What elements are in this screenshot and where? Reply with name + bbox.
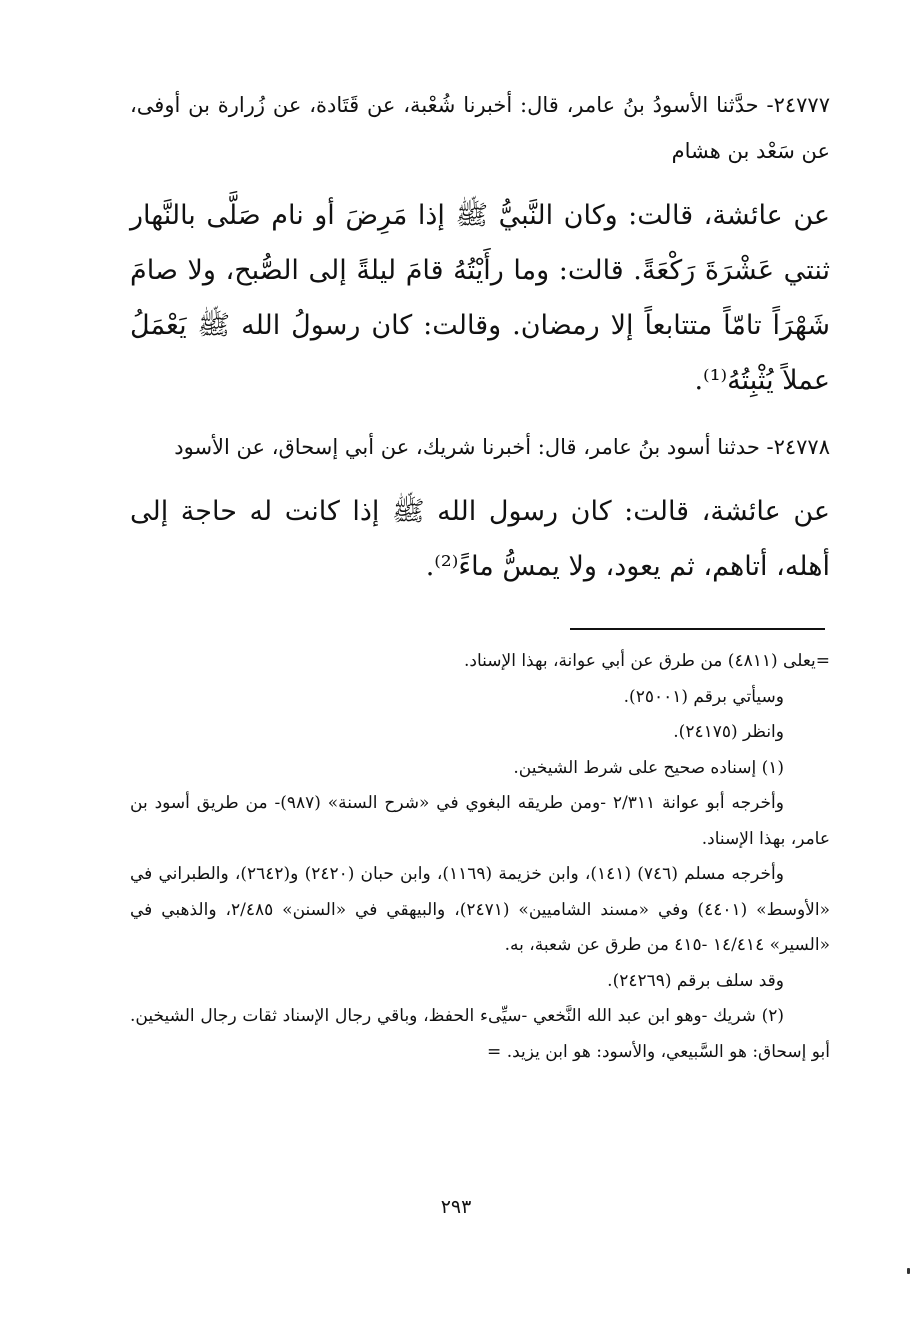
footnotes bbox=[130, 644, 830, 1070]
footnote-separator-wrap bbox=[130, 628, 830, 630]
hadith-24777-chain: ٢٤٧٧٧- حدَّثنا الأسودُ بنُ عامر، قال: أخبرنا شُعْبة، عن قَتَادة، عن زُرارة بن أوفى، عن سَعْد بن هشام bbox=[130, 93, 830, 163]
footnote-line: وانظر (٢٤١٧٥). bbox=[673, 722, 784, 742]
hadith-24777-text: عن عائشة، قالت: وكان النَّبيُّ ﷺ إذا مَرِضَ أو نام صَلَّى بالنَّهار ثنتي عَشْرَةَ رَكْعَةً. قالت: وما رأَيْتُهُ قامَ ليلةً إلى الصُّبح، ولا صامَ شَهْرَاً تامّاً متتابعاً إلا رمضان. وقالت: كان رسولُ الله ﷺ يَعْمَلُ عملاً يُثْبِتُهُ⁽¹⁾. bbox=[130, 200, 830, 396]
footnote-1: (١) إسناده صحيح على شرط الشيخين. bbox=[513, 757, 784, 778]
footnote-line: وسيأتي برقم (٢٥٠٠١). bbox=[623, 686, 784, 707]
footnote-line: وقد سلف برقم (٢٤٢٦٩). bbox=[607, 970, 784, 991]
footnote-2: (٢) شريك -وهو ابن عبد الله النَّخعي -سيِّىء الحفظ، وباقي رجال الإسناد ثقات رجال الشيخين. أبو إسحاق: هو السَّبيعي، والأسود: هو ابن يزيد. = bbox=[130, 1006, 830, 1062]
page-number: ٢٩٣ bbox=[440, 1196, 472, 1218]
footnote-separator bbox=[570, 628, 825, 630]
hadith-24778-chain: ٢٤٧٧٨- حدثنا أسود بنُ عامر، قال: أخبرنا شريك، عن أبي إسحاق، عن الأسود bbox=[174, 435, 830, 459]
footnote-line: وأخرجه أبو عوانة ٢/٣١١ -ومن طريقه البغوي في «شرح السنة» (٩٨٧)- من طريق أسود بن عامر، بهذا الإسناد. bbox=[130, 793, 830, 849]
footnote-line: =يعلى (٤٨١١) من طرق عن أبي عوانة، بهذا الإسناد. bbox=[463, 651, 830, 671]
footnote-line: وأخرجه مسلم (٧٤٦) (١٤١)، وابن خزيمة (١١٦٩)، وابن حبان (٢٤٢٠) و(٢٦٤٢)، والطبراني في «الأوسط» (٤٤٠١) وفي «مسند الشاميين» (٢٤٧١)، والبيهقي في «السنن» ٢/٤٨٥، والذهبي في «السير» ١٤/٤١٤ -٤١٥ من طرق عن شعبة، به. bbox=[130, 864, 830, 955]
scan-edge-mark bbox=[907, 1268, 910, 1274]
hadith-24778-text: عن عائشة، قالت: كان رسول الله ﷺ إذا كانت له حاجة إلى أهله، أتاهم، ثم يعود، ولا يمسُّ ماءً⁽²⁾. bbox=[130, 496, 830, 582]
